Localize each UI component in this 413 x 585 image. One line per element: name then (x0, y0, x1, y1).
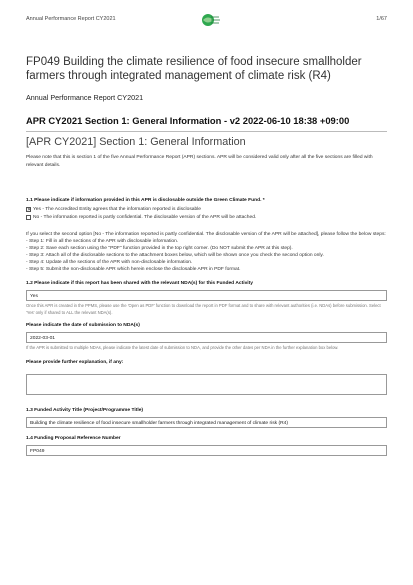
nda-shared-field[interactable]: Yes (26, 290, 387, 301)
question-nda-shared (26, 281, 387, 316)
reference-number-field[interactable]: FP049 (26, 445, 387, 456)
help-text: If the APR is submitted to multiple NDAs, please indicate the latest date of submission to NDA, and provide the other dates per NDA in the further explanation box below. (26, 345, 339, 350)
page-header (26, 14, 387, 28)
document-body (26, 56, 387, 456)
document-subtitle: Annual Performance Report CY2021 (26, 93, 144, 102)
document-title: FP049 Building the climate resilience of food insecure smallholder farmers through integrated management of climate risk (R4) (26, 56, 362, 82)
option-label: Yes - The Accredited Entity agrees that the information reported is disclosable (33, 206, 202, 212)
submission-date-field[interactable]: 2022-03-01 (26, 332, 387, 343)
option-no[interactable] (26, 213, 387, 221)
checkbox-checked[interactable]: ✕ (27, 206, 32, 213)
question-disclosable (26, 198, 387, 273)
header-report-title: Annual Performance Report CY2021 (26, 16, 116, 22)
step-item: - Step 4: Update all the sections of the APR with non-disclosable information. (26, 260, 193, 265)
question-submission-date (26, 323, 387, 352)
page-number: 1/67 (376, 16, 387, 22)
instruction-note: If you select the second option [No - The information reported is partly confidential. The disclosable version of the APR will be attached], please follow the below steps: (26, 232, 386, 237)
gcf-logo (199, 12, 221, 28)
option-yes[interactable] (26, 205, 387, 213)
question-label: 1.4 Funding Proposal Reference Number (26, 435, 121, 441)
section-version-heading: APR CY2021 Section 1: General Information - v2 2022-06-10 18:38 +09:00 (26, 115, 350, 126)
question-reference-number (26, 436, 387, 456)
section-title: [APR CY2021] Section 1: General Information (26, 136, 246, 148)
option-label: No - The information reported is partly confidential. The disclosable version of the APR will be attached. (33, 214, 257, 220)
question-further-explanation (26, 360, 387, 395)
intro-text: Please note that this is section 1 of the five Annual Performance Report (APR) sections. APR will be considered valid only after all the five sections are filled with relevant details. (26, 155, 373, 168)
question-label: 1.2 Please indicate if this report has been shared with the relevant NDA(s) for this Funded Activity (26, 281, 254, 286)
question-label: Please provide further explanation, if any: (26, 359, 124, 365)
checkbox-unchecked[interactable] (26, 215, 31, 220)
help-text: Once this APR is created in the PPMS, please use the 'Open as PDF' function to download the report in PDF format and to share with relevant authorities (i.e. NDAs) before submission. Select 'Yes' only if shared to ALL the relevant NDA(s). (26, 303, 381, 315)
step-item: - Step 5: Submit the non-disclosable APR which herein enclose the disclosable APR in PDF format. (26, 267, 241, 272)
divider (26, 131, 387, 132)
question-label: 1.1 Please indicate if information provided in this APR is disclosable outside the Green Climate Fund. * (26, 198, 265, 203)
further-explanation-field[interactable] (26, 374, 387, 395)
question-activity-title (26, 408, 387, 428)
step-item: - Step 1: Fill in all the sections of the APR with disclosable information. (26, 239, 179, 244)
question-label: 1.3 Funded Activity Title (Project/Programme Title) (26, 407, 144, 413)
activity-title-field[interactable]: Building the climate resilience of food insecure smallholder farmers through integrated management of climate risk (R4) (26, 417, 387, 428)
step-item: - Step 3: Attach all of the disclosable sections to the attachment boxes below, which will be shown once you check the second option only. (26, 253, 324, 258)
step-item: - Step 2: Save each section using the "PDF" function provided in the top right corner. (Do NOT submit the APR at this step). (26, 246, 293, 251)
question-label: Please indicate the date of submission to NDA(s) (26, 323, 140, 328)
